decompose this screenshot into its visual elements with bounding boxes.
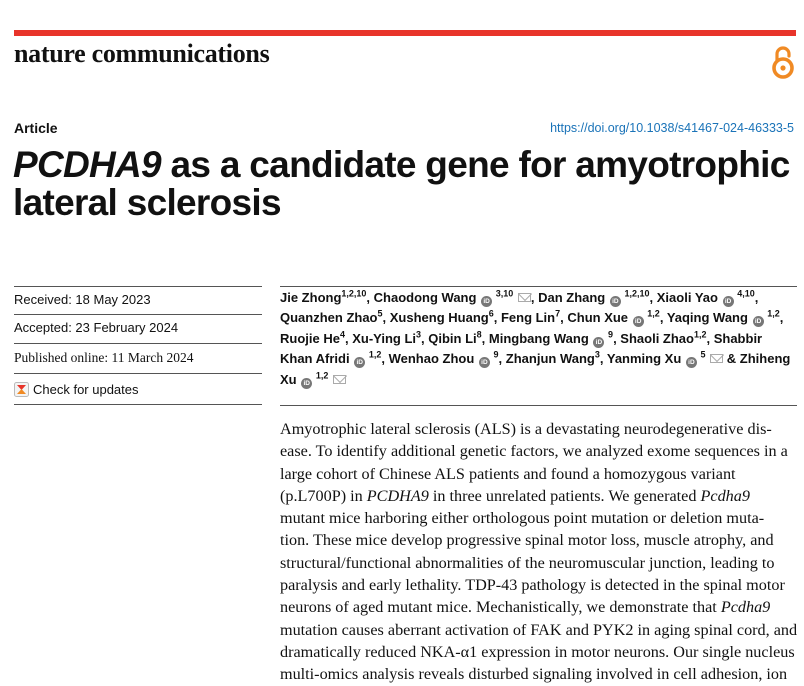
- abstract-paragraph: [280, 418, 798, 686]
- abstract-line: mutant mice harboring either orthologous point mutation or deletion muta-: [280, 509, 765, 528]
- author-name[interactable]: Yaqing Wang: [666, 310, 748, 326]
- orcid-icon[interactable]: iD: [723, 296, 734, 307]
- orcid-icon[interactable]: iD: [479, 357, 490, 368]
- author-name[interactable]: Ruojie He: [280, 330, 340, 346]
- orcid-icon[interactable]: iD: [633, 316, 644, 327]
- abstract: [280, 418, 798, 686]
- abstract-line: ease. To identify additional genetic factors, we analyzed exome sequences in a: [280, 442, 788, 461]
- author-affiliation: 3: [416, 329, 422, 340]
- authors-top-divider: [280, 286, 797, 287]
- author-affiliation: 8: [476, 329, 482, 340]
- title-line1-rest: as a candidate gene for amyotrophic: [160, 144, 790, 185]
- author-affiliation: 1,2,10: [624, 288, 650, 299]
- meta-divider: [14, 286, 262, 287]
- author-affiliation: 3,10: [495, 288, 514, 299]
- author-affiliation: 4,10: [737, 288, 755, 299]
- article-title: [13, 146, 803, 222]
- open-access-icon: [769, 44, 797, 80]
- author-affiliation: 5: [377, 309, 383, 320]
- author-name[interactable]: Chaodong Wang: [373, 290, 477, 305]
- journal-accent-bar: [14, 30, 796, 36]
- author-name[interactable]: Mingbang Wang: [488, 330, 589, 346]
- author-affiliation: 4: [339, 329, 345, 340]
- author-affiliation: 9: [493, 349, 499, 360]
- orcid-icon[interactable]: iD: [301, 378, 312, 389]
- author-affiliation: 1,2: [368, 349, 382, 360]
- author-affiliation: 1,2: [647, 309, 660, 320]
- author-name[interactable]: Xusheng Huang: [389, 310, 489, 326]
- received-date: Received: 18 May 2023: [14, 292, 151, 307]
- published-date: Published online: 11 March 2024: [14, 350, 194, 365]
- meta-divider: [14, 373, 262, 374]
- doi-link[interactable]: https://doi.org/10.1038/s41467-024-46333-5: [550, 121, 794, 135]
- abstract-line: paralysis and early lethality. TDP-43 pathology is detected in the spinal motor: [280, 576, 785, 595]
- author-affiliation: 1,2: [693, 329, 707, 340]
- author-affiliation: 1,2: [315, 370, 329, 381]
- abstract-line: structural/functional abnormalities of the neuromuscular junction, leading to: [280, 553, 775, 572]
- abstract-line: neurons of aged mutant mice. Mechanistically, we demonstrate that Pcdha9: [280, 598, 771, 617]
- author-name[interactable]: Zhiheng Xu: [280, 351, 791, 387]
- author-name[interactable]: Jie Zhong: [280, 290, 342, 305]
- meta-divider: [14, 404, 262, 405]
- author-name[interactable]: Dan Zhang: [538, 290, 606, 305]
- author-name[interactable]: Shabbir Khan Afridi: [280, 330, 763, 367]
- title-line2: lateral sclerosis: [13, 182, 281, 223]
- author-name[interactable]: Chun Xue: [567, 310, 629, 326]
- orcid-icon[interactable]: iD: [354, 357, 365, 368]
- orcid-icon[interactable]: iD: [753, 316, 764, 327]
- author-name[interactable]: Xiaoli Yao: [656, 290, 718, 305]
- author-name[interactable]: Quanzhen Zhao: [280, 310, 378, 326]
- abstract-line: multi-omics analysis reveals disturbed signaling involved in cell adhesion, ion: [280, 665, 788, 684]
- author-name[interactable]: Qibin Li: [428, 330, 477, 346]
- abstract-line: (p.L700P) in PCDHA9 in three unrelated patients. We generated Pcdha9: [280, 486, 750, 505]
- orcid-icon[interactable]: iD: [593, 337, 604, 348]
- abstract-line: large cohort of Chinese ALS patients and found a homozygous variant: [280, 464, 736, 483]
- abstract-line: dramatically reduced NKA-α1 expression in motor neurons. Our single nucleus: [280, 642, 795, 661]
- author-affiliation: 1,2,10: [341, 288, 367, 299]
- author-affiliation: 3: [594, 349, 600, 360]
- meta-divider: [14, 314, 262, 315]
- abstract-line: mutation causes aberrant activation of FAK and PYK2 in aging spinal cord, and: [280, 620, 798, 639]
- orcid-icon[interactable]: iD: [686, 357, 697, 368]
- author-name[interactable]: Wenhao Zhou: [388, 351, 475, 367]
- author-name[interactable]: Feng Lin: [500, 310, 556, 326]
- check-updates-label: Check for updates: [33, 382, 139, 397]
- title-gene: PCDHA9: [13, 144, 161, 185]
- author-affiliation: 6: [488, 309, 494, 320]
- email-icon[interactable]: [333, 375, 346, 384]
- abstract-top-divider: [280, 405, 797, 406]
- author-name[interactable]: Zhanjun Wang: [505, 351, 595, 367]
- check-for-updates-button[interactable]: [14, 382, 139, 397]
- abstract-line: Amyotrophic lateral sclerosis (ALS) is a devastating neurodegenerative dis-: [280, 420, 772, 438]
- author-affiliation: 7: [555, 309, 561, 320]
- author-affiliation: 1,2: [767, 309, 780, 320]
- author-affiliation: 5: [700, 349, 706, 360]
- author-affiliation: 9: [608, 329, 614, 340]
- email-icon[interactable]: [710, 354, 723, 363]
- accepted-date: Accepted: 23 February 2024: [14, 320, 179, 335]
- author-name[interactable]: Xu-Ying Li: [352, 330, 417, 346]
- author-name[interactable]: Shaoli Zhao: [620, 330, 694, 346]
- check-updates-icon: [14, 382, 29, 397]
- article-type: Article: [14, 120, 58, 136]
- email-icon[interactable]: [518, 293, 531, 302]
- orcid-icon[interactable]: iD: [481, 296, 492, 307]
- abstract-line: tion. These mice develop progressive spinal motor loss, muscle atrophy, and: [280, 531, 774, 550]
- meta-divider: [14, 343, 262, 344]
- author-name[interactable]: Yanming Xu: [606, 351, 682, 367]
- author-list: Jie Zhong$^{1,2,10}$, Chaodong Wang iD $^{3,10}$ , Dan Zhang iD $^{1,2,10}$, Xiaoli Yao iD $^{4,10}$, Quanzhen Zhao$^5$, Xusheng Huang$^6$, Feng Lin$^7$, Chun Xue iD $^{1,2}$, Yaqing Wang iD $^{1,2}$, Ruojie He$^4$, Xu-Ying Li$^3$, Qibin Li$^8$, Mingbang Wang iD $^9$, Shaoli Zhao$^{1,2}$, Shabbir Khan Afridi iD $^{1,2}$, Wenhao Zhou iD $^9$, Zhanjun Wang$^3$, Yanming Xu iD $^5$ & Zhiheng Xu iD $^{1,2}$: [280, 288, 791, 387]
- journal-name[interactable]: nature communications: [14, 39, 270, 68]
- orcid-icon[interactable]: iD: [610, 296, 621, 307]
